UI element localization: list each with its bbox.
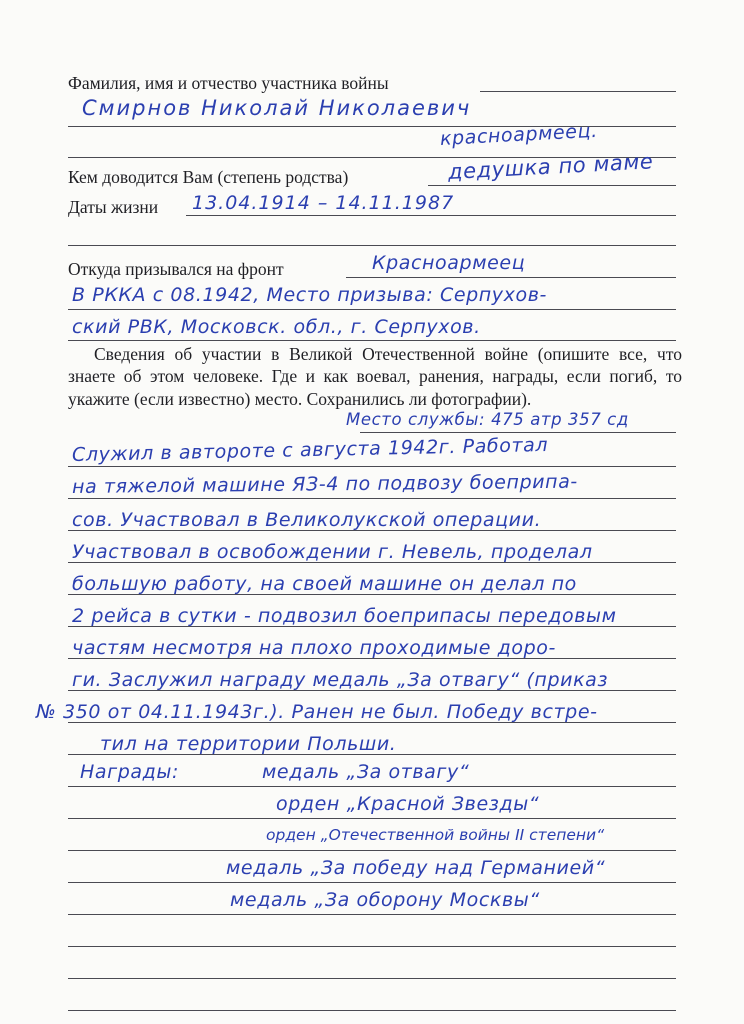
rule-line	[68, 340, 676, 341]
story-line: 2 рейса в сутки - подвозил боеприпасы передовым	[72, 605, 617, 627]
question-conscripted: Откуда призывался на фронт	[68, 259, 284, 279]
awards-title: Награды:	[80, 761, 179, 783]
answer-dates: 13.04.1914 – 14.11.1987	[192, 192, 455, 214]
answer-name: Смирнов Николай Николаевич	[82, 96, 472, 120]
rule-line	[68, 850, 676, 851]
story-line: Служил в автороте с августа 1942г. Работал	[71, 434, 549, 466]
question-name: Фамилия, имя и отчество участника войны	[68, 73, 389, 93]
rule-line	[360, 432, 676, 433]
rule-line	[68, 946, 676, 947]
question-details-text: Сведения об участии в Великой Отечественной войне (опишите все, что знаете об этом человеке. Где и как воевал, ранения, награды, если погиб, то укажите (если известно) место. Сохранились ли фотографии).	[68, 344, 682, 409]
rule-line	[68, 466, 676, 467]
rule-line	[68, 498, 676, 499]
award-item: орден „Красной Звезды“	[276, 793, 540, 815]
rule-line	[68, 882, 676, 883]
story-line: частям несмотря на плохо проходимые доро-	[72, 637, 556, 659]
award-item: медаль „За оборону Москвы“	[230, 889, 540, 911]
rule-line	[68, 818, 676, 819]
award-item: медаль „За отвагу“	[262, 761, 470, 783]
answer-relation: дедушка по маме	[447, 149, 654, 184]
question-relation: Кем доводится Вам (степень родства)	[68, 167, 349, 187]
story-line: большую работу, на своей машине он делал по	[72, 573, 577, 595]
story-line: ги. Заслужил награду медаль „За отвагу“ (приказ	[72, 669, 609, 691]
award-item: медаль „За победу над Германией“	[226, 857, 606, 879]
question-details	[68, 343, 682, 410]
answer-conscripted-3: ский РВК, Московск. обл., г. Серпухов.	[72, 316, 481, 338]
rule-line	[68, 309, 676, 310]
story-line: на тяжелой машине ЯЗ-4 по подвозу боеприпа-	[71, 470, 578, 498]
rule-line	[68, 1010, 676, 1011]
rule-line	[346, 277, 676, 278]
story-line: Участвовал в освобождении г. Невель, проделал	[72, 541, 593, 563]
answer-conscripted-2: В РККА с 08.1942, Место призыва: Серпухов-	[72, 284, 547, 306]
answer-rank: красноармеец.	[439, 119, 599, 150]
story-line: сов. Участвовал в Великолукской операции.	[72, 509, 542, 531]
rule-line	[68, 978, 676, 979]
rule-line	[480, 91, 676, 92]
answer-service: Место службы: 475 атр 357 сд	[346, 410, 629, 429]
question-dates: Даты жизни	[68, 197, 159, 217]
rule-line	[68, 786, 676, 787]
rule-line	[186, 215, 676, 216]
rule-line	[68, 245, 676, 246]
rule-line	[68, 914, 676, 915]
story-line: № 350 от 04.11.1943г.). Ранен не был. Победу встре-	[36, 701, 598, 723]
award-item: орден „Отечественной войны II степени“	[266, 826, 605, 844]
answer-conscripted-1: Красноармеец	[372, 252, 526, 274]
story-line: тил на территории Польши.	[100, 733, 397, 755]
rule-line	[428, 185, 676, 186]
